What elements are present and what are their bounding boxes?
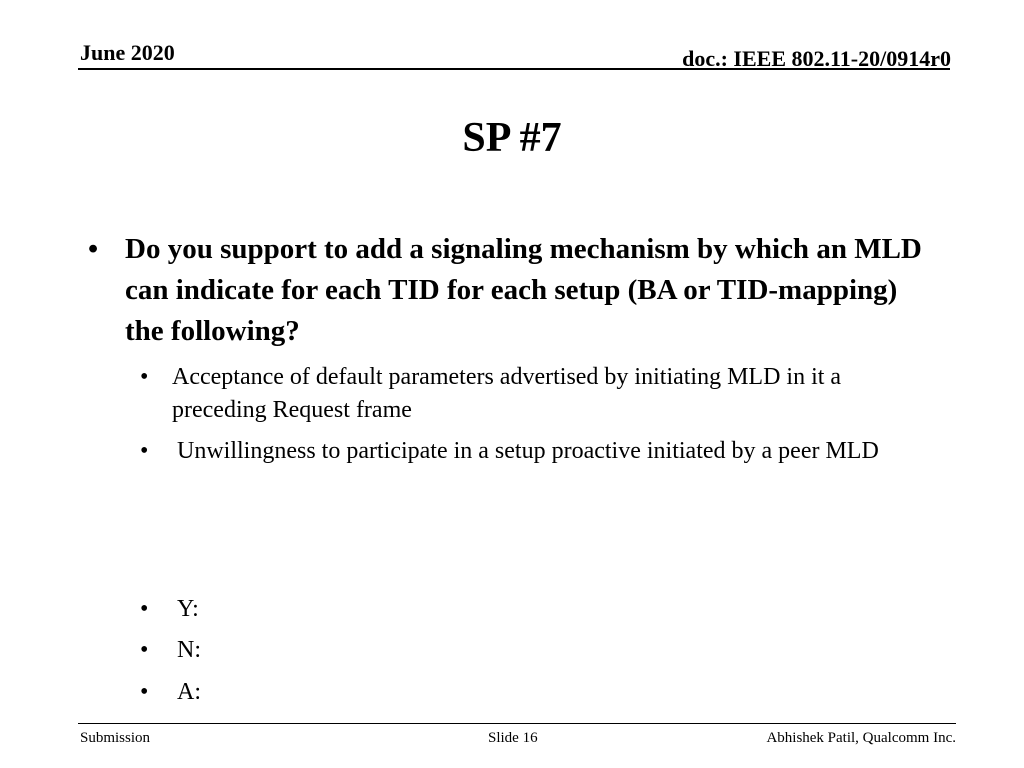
vote-label-yes: Y:: [177, 596, 199, 622]
bullet-marker: •: [140, 637, 149, 663]
bullet-marker: •: [140, 596, 149, 622]
main-bullet: [88, 229, 938, 352]
vote-option-no: [140, 634, 440, 667]
vote-option-abstain: [140, 676, 440, 709]
footer-submission: Submission: [80, 730, 151, 746]
bullet-marker: •: [88, 233, 99, 265]
bullet-marker: •: [140, 364, 149, 390]
vote-option-yes: [140, 593, 440, 626]
main-bullet-text: Do you support to add a signaling mechanism by which an MLD can indicate for each TID for each setup (BA or TID-mapping) the following?: [125, 233, 922, 347]
header-date: June 2020: [80, 40, 175, 65]
sub-bullet-acceptance: [140, 361, 940, 427]
footer-divider: [78, 723, 956, 724]
sub-bullet-text: Unwillingness to participate in a setup proactive initiated by a peer MLD: [177, 438, 879, 464]
vote-label-no: N:: [177, 637, 201, 663]
header-divider: [78, 68, 950, 70]
sub-bullet-text: Acceptance of default parameters advertised by initiating MLD in it a preceding Request frame: [172, 364, 842, 423]
slide-number: Slide 16: [488, 730, 538, 746]
bullet-marker: •: [140, 679, 149, 705]
bullet-marker: •: [140, 438, 149, 464]
footer-author: Abhishek Patil, Qualcomm Inc.: [766, 730, 956, 746]
document-id: doc.: IEEE 802.11-20/0914r0: [682, 46, 951, 71]
sub-bullet-unwillingness: [140, 435, 950, 468]
slide-title: SP #7: [462, 115, 562, 161]
vote-label-abstain: A:: [177, 679, 201, 705]
